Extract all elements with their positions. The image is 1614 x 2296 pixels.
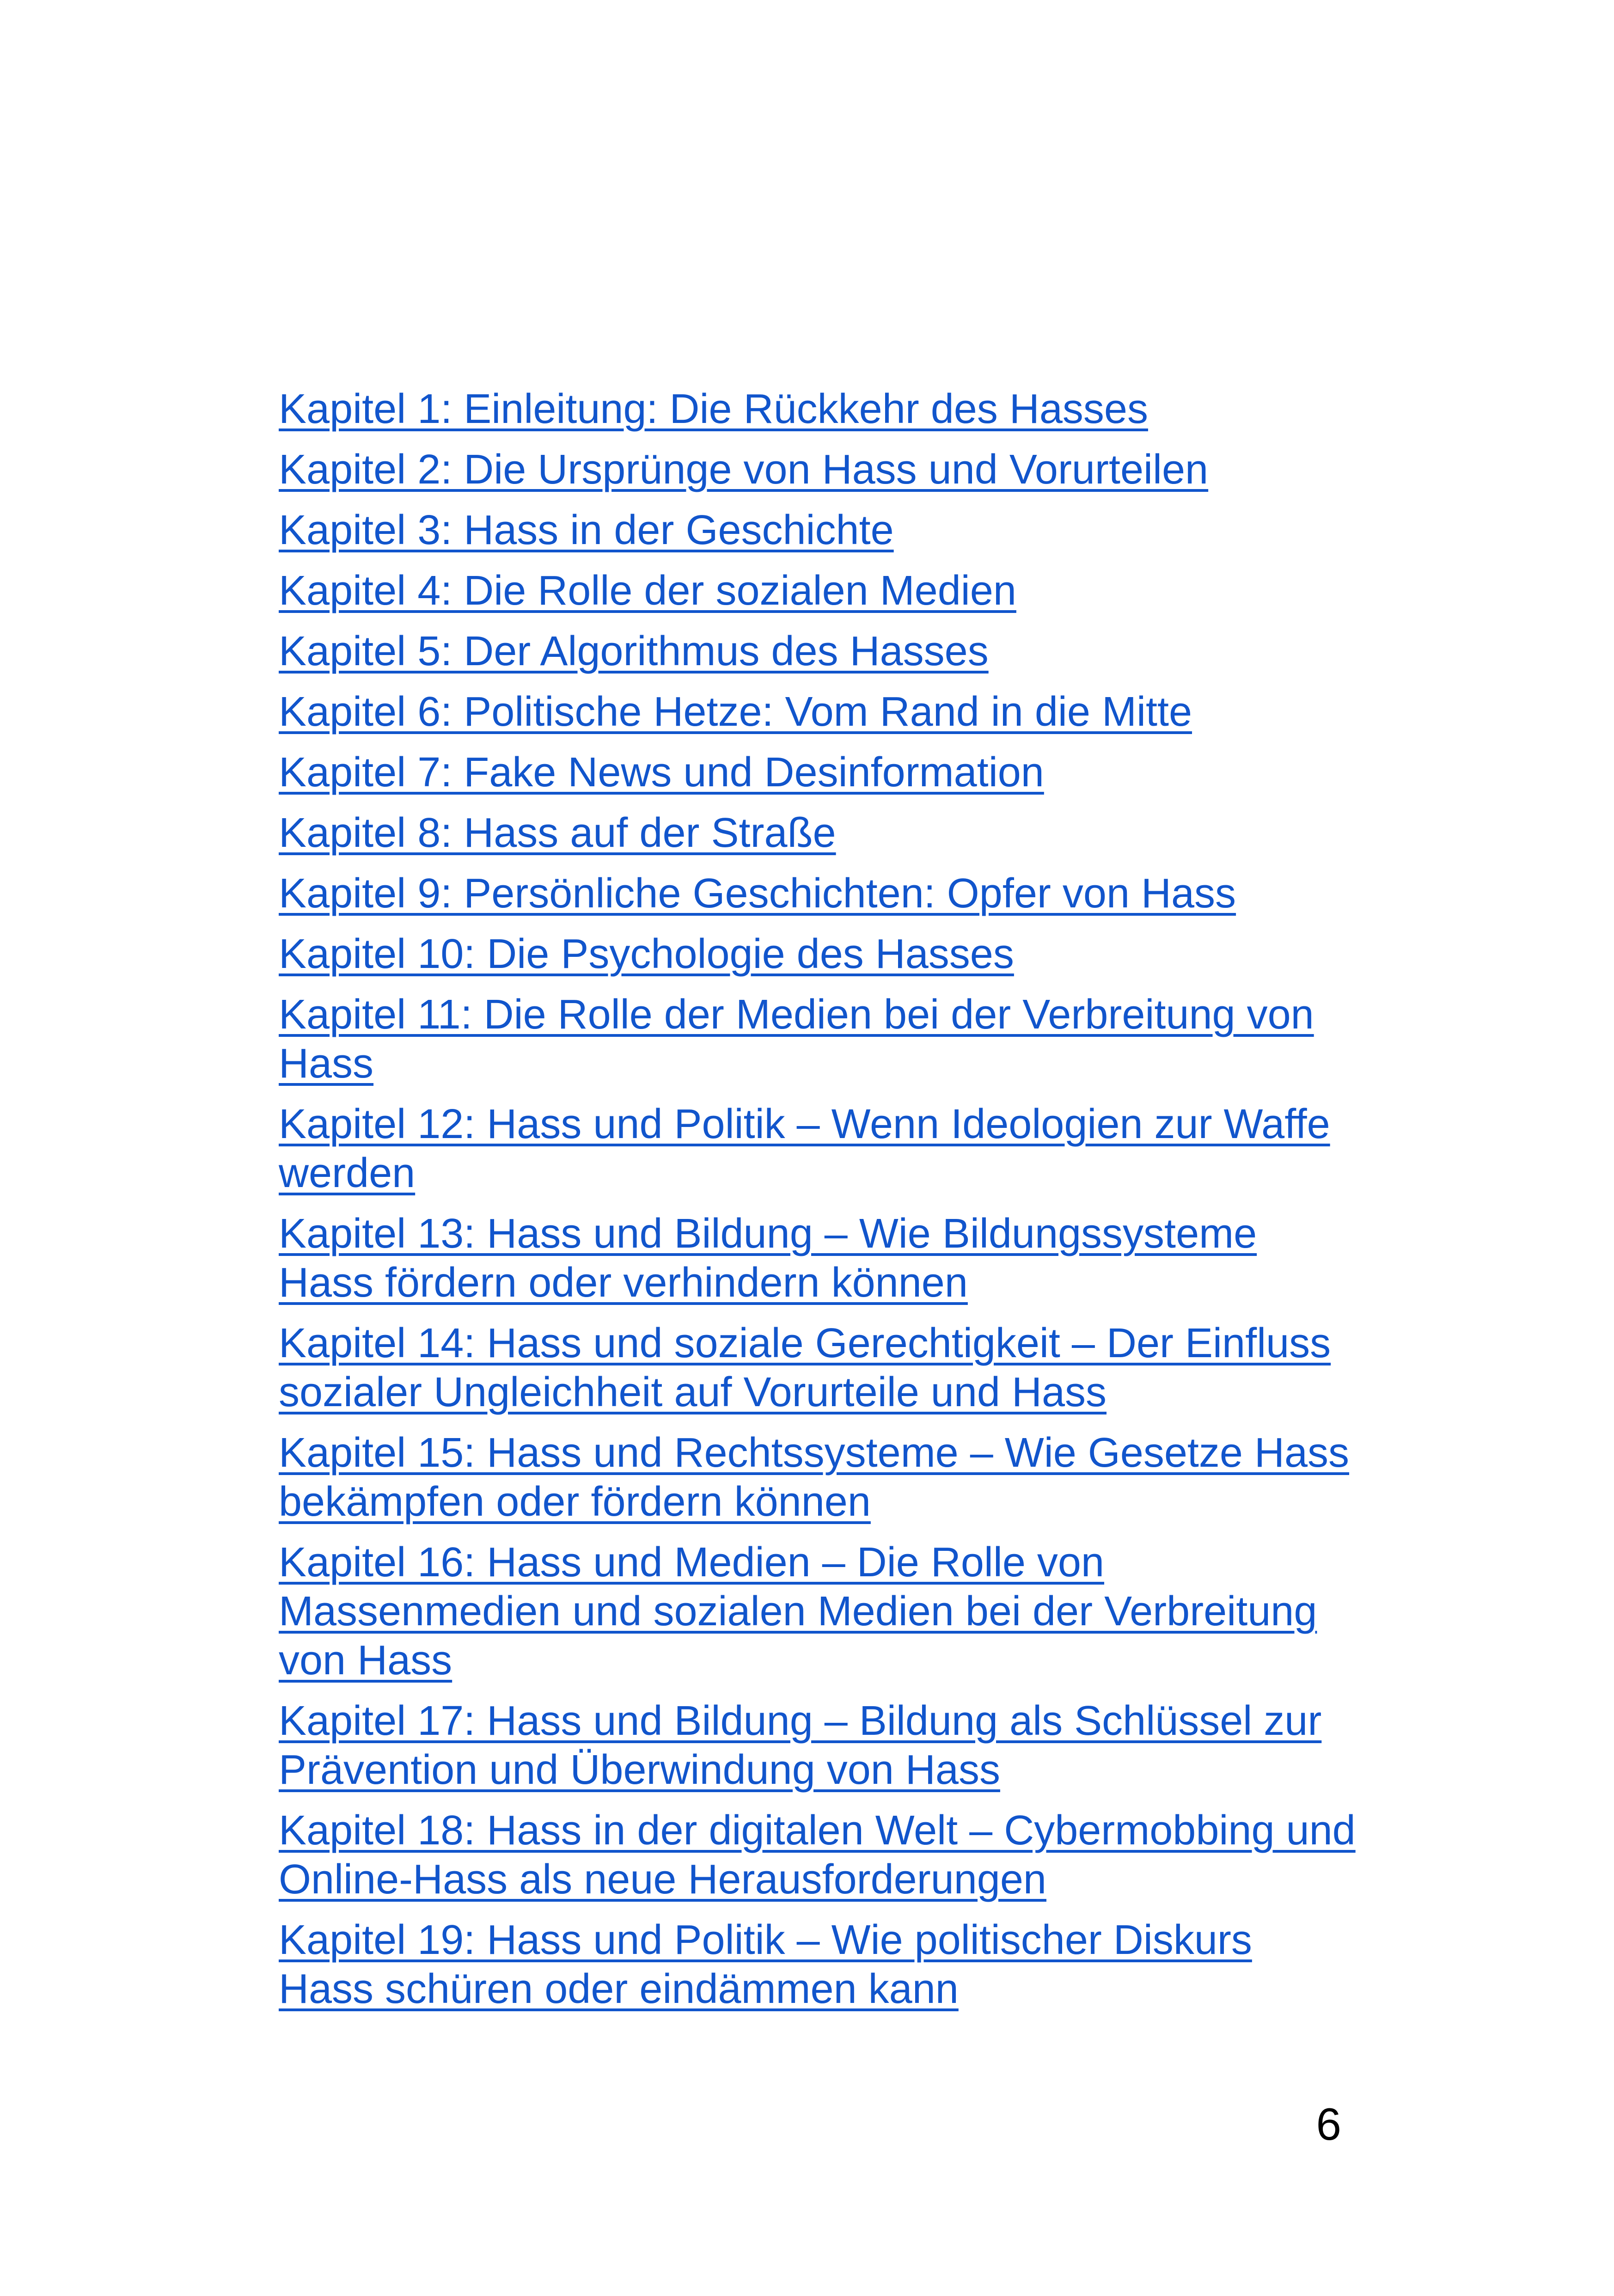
toc-entry-7 — [279, 748, 1356, 797]
toc-link-chapter-19[interactable]: Kapitel 19: Hass und Politik – Wie politischer Diskurs Hass schüren oder eindämmen kann — [279, 1917, 1252, 2012]
toc-entry-14 — [279, 1319, 1356, 1417]
toc-entry-17 — [279, 1696, 1356, 1794]
toc-link-chapter-10[interactable]: Kapitel 10: Die Psychologie des Hasses — [279, 931, 1014, 977]
toc-entry-11 — [279, 990, 1356, 1088]
toc-link-chapter-3[interactable]: Kapitel 3: Hass in der Geschichte — [279, 507, 894, 553]
toc-link-chapter-6[interactable]: Kapitel 6: Politische Hetze: Vom Rand in die Mitte — [279, 689, 1192, 735]
toc-entry-2 — [279, 445, 1356, 494]
toc-entry-13 — [279, 1209, 1356, 1307]
toc-link-chapter-9[interactable]: Kapitel 9: Persönliche Geschichten: Opfer von Hass — [279, 870, 1236, 917]
toc-link-chapter-2[interactable]: Kapitel 2: Die Ursprünge von Hass und Vorurteilen — [279, 447, 1209, 493]
toc-entry-16 — [279, 1538, 1356, 1685]
table-of-contents — [279, 385, 1356, 2025]
toc-link-chapter-1[interactable]: Kapitel 1: Einleitung: Die Rückkehr des Hasses — [279, 386, 1148, 432]
toc-entry-5 — [279, 627, 1356, 676]
toc-entry-4 — [279, 566, 1356, 615]
toc-link-chapter-18[interactable]: Kapitel 18: Hass in der digitalen Welt – Cybermobbing und Online-Hass als neue Herausforderungen — [279, 1807, 1356, 1903]
toc-entry-15 — [279, 1428, 1356, 1526]
toc-link-chapter-5[interactable]: Kapitel 5: Der Algorithmus des Hasses — [279, 628, 989, 674]
toc-link-chapter-12[interactable]: Kapitel 12: Hass und Politik – Wenn Ideologien zur Waffe werden — [279, 1101, 1330, 1196]
toc-link-chapter-11[interactable]: Kapitel 11: Die Rolle der Medien bei der Verbreitung von Hass — [279, 992, 1314, 1087]
toc-link-chapter-8[interactable]: Kapitel 8: Hass auf der Straße — [279, 810, 836, 856]
toc-entry-12 — [279, 1100, 1356, 1198]
toc-entry-8 — [279, 808, 1356, 857]
toc-link-chapter-14[interactable]: Kapitel 14: Hass und soziale Gerechtigkeit – Der Einfluss sozialer Ungleichheit auf Vorurteile und Hass — [279, 1320, 1331, 1415]
toc-link-chapter-17[interactable]: Kapitel 17: Hass und Bildung – Bildung als Schlüssel zur Prävention und Überwindung von Hass — [279, 1698, 1322, 1793]
toc-entry-9 — [279, 869, 1356, 918]
toc-entry-3 — [279, 506, 1356, 555]
toc-link-chapter-13[interactable]: Kapitel 13: Hass und Bildung – Wie Bildungssysteme Hass fördern oder verhindern können — [279, 1211, 1257, 1306]
toc-entry-10 — [279, 930, 1356, 979]
toc-link-chapter-4[interactable]: Kapitel 4: Die Rolle der sozialen Medien — [279, 568, 1016, 614]
toc-entry-1 — [279, 385, 1356, 434]
toc-link-chapter-15[interactable]: Kapitel 15: Hass und Rechtssysteme – Wie Gesetze Hass bekämpfen oder fördern können — [279, 1430, 1350, 1525]
toc-link-chapter-16[interactable]: Kapitel 16: Hass und Medien – Die Rolle von Massenmedien und sozialen Medien bei der Verbreitung von Hass — [279, 1539, 1317, 1684]
toc-entry-6 — [279, 687, 1356, 736]
toc-entry-19 — [279, 1916, 1356, 2014]
toc-entry-18 — [279, 1806, 1356, 1904]
page-number: 6 — [1316, 2099, 1341, 2149]
toc-link-chapter-7[interactable]: Kapitel 7: Fake News und Desinformation — [279, 749, 1044, 796]
